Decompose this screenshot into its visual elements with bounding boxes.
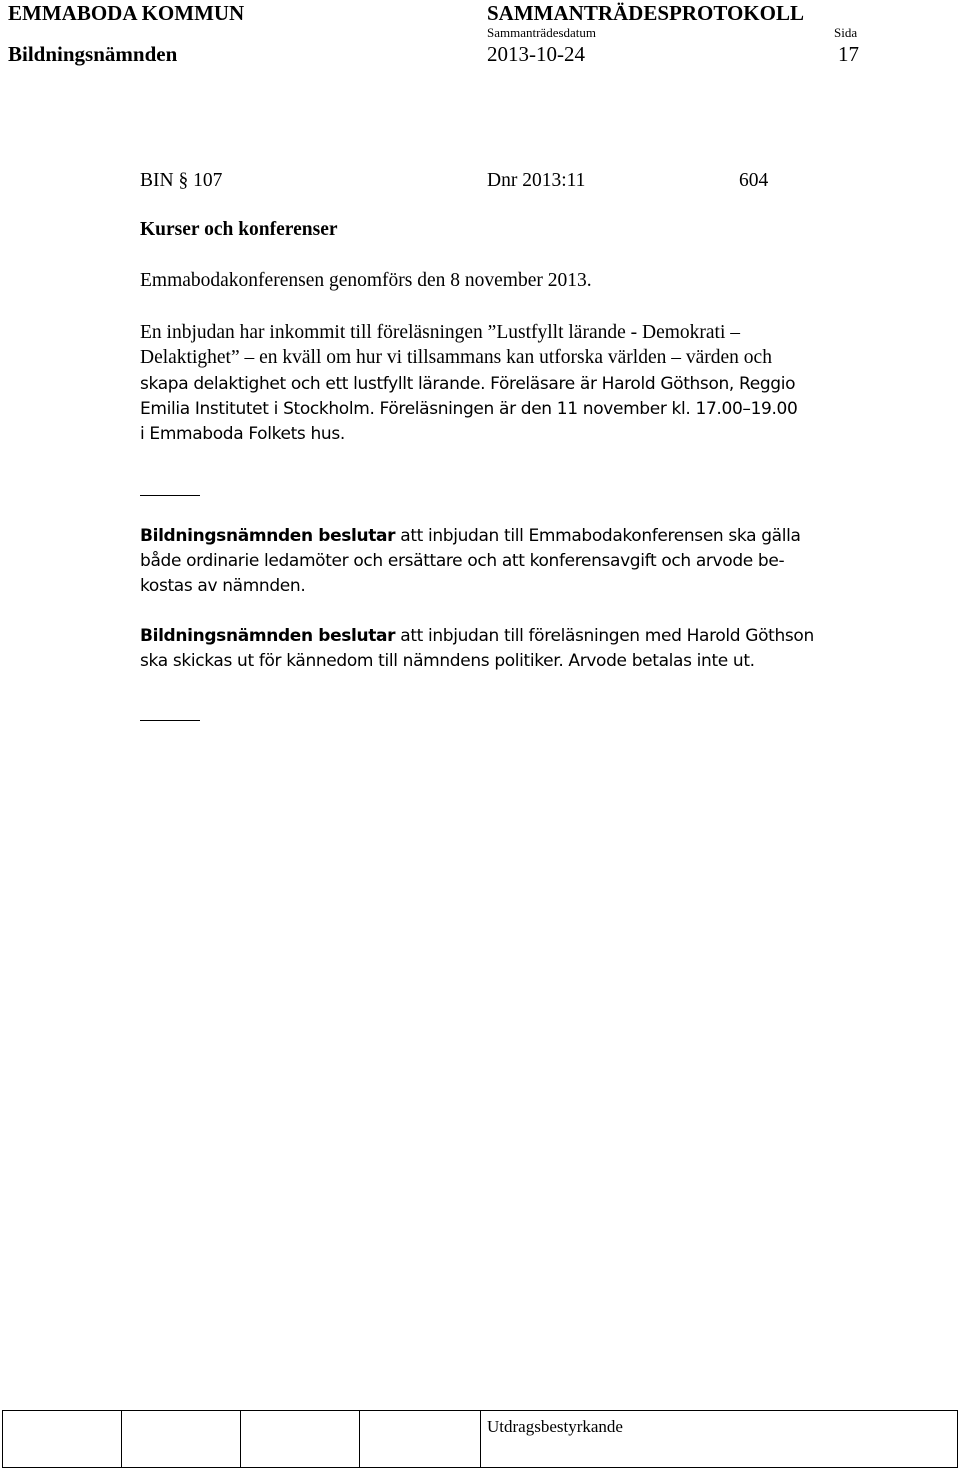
- case-code: 604: [739, 170, 769, 191]
- decision-text: att inbjudan till föreläsningen med Harold Göthson: [395, 626, 814, 646]
- invitation-paragraph-continued: [140, 372, 880, 447]
- decision-lead: Bildningsnämnden beslutar: [140, 526, 396, 546]
- decision-text: att inbjudan till Emmabodakonferensen ska gälla: [395, 526, 801, 546]
- invitation-line: skapa delaktighet och ett lustfyllt lärande. Föreläsare är Harold Göthson, Reggio: [140, 374, 796, 394]
- decision-text: ska skickas ut för kännedom till nämndens politiker. Arvode betalas inte ut.: [140, 651, 755, 671]
- decision-paragraph-2: [140, 624, 880, 674]
- invitation-paragraph: [140, 320, 880, 370]
- invitation-line: Delaktighet” – en kväll om hur vi tillsammans kan utforska världen – värden och: [140, 347, 772, 368]
- intro-text: Emmabodakonferensen genomförs den 8 november 2013.: [140, 270, 592, 291]
- invitation-line: Emilia Institutet i Stockholm. Föreläsningen är den 11 november kl. 17.00–19.00: [140, 399, 798, 419]
- section-divider: [140, 720, 200, 721]
- committee-name: Bildningsnämnden: [8, 42, 178, 66]
- decision-lead: Bildningsnämnden beslutar: [140, 626, 396, 646]
- meeting-date: 2013-10-24: [487, 42, 585, 66]
- certification-label: Utdragsbestyrkande: [487, 1417, 623, 1436]
- section-divider: [140, 495, 200, 496]
- decision-text: kostas av nämnden.: [140, 576, 306, 596]
- page-number: 17: [838, 42, 859, 66]
- signature-box: [241, 1411, 360, 1467]
- signature-box: [360, 1411, 481, 1467]
- decision-text: både ordinarie ledamöter och ersättare och att konferensavgift och arvode be-: [140, 551, 785, 571]
- signature-box-row: [2, 1410, 958, 1468]
- meeting-date-label: Sammanträdesdatum: [487, 25, 597, 40]
- signature-box: [122, 1411, 241, 1467]
- case-number: BIN § 107: [140, 170, 223, 191]
- invitation-line: En inbjudan har inkommit till föreläsningen ”Lustfyllt lärande - Demokrati –: [140, 322, 741, 343]
- invitation-line: i Emmaboda Folkets hus.: [140, 424, 345, 444]
- certification-box: [481, 1411, 957, 1467]
- signature-box: [3, 1411, 122, 1467]
- page-label: Sida: [834, 25, 858, 40]
- document-type: SAMMANTRÄDESPROTOKOLL: [487, 1, 804, 25]
- case-dnr: Dnr 2013:11: [487, 170, 586, 191]
- decision-paragraph-1: [140, 524, 880, 599]
- org-name: EMMABODA KOMMUN: [8, 1, 245, 25]
- case-title: Kurser och konferenser: [140, 219, 338, 240]
